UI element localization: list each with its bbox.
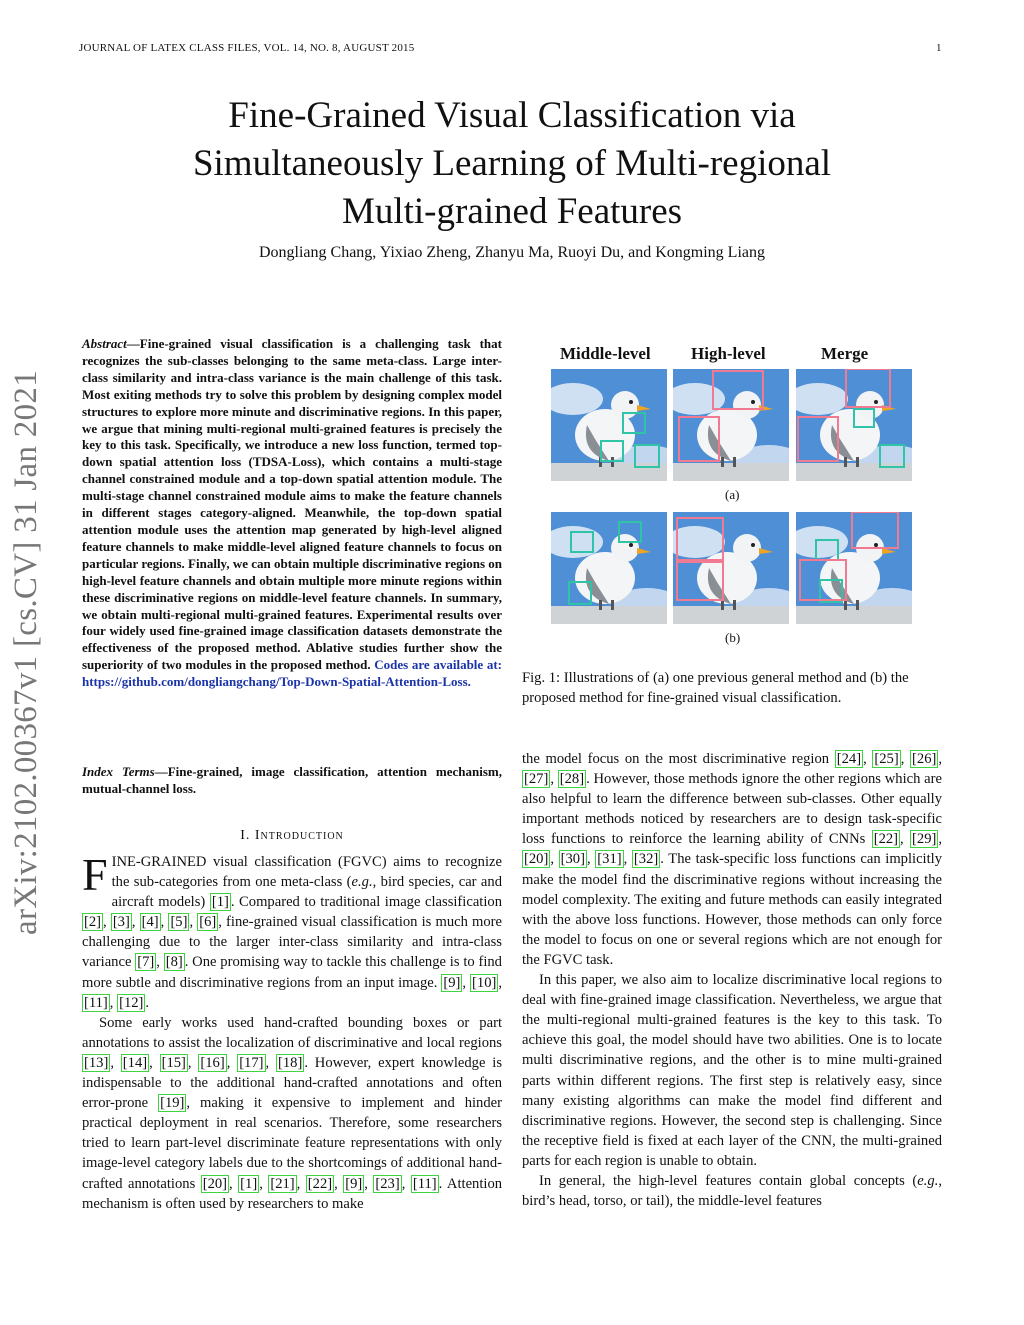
paper-title [0, 92, 1024, 236]
abstract-text: —Fine-grained visual classification is a challenging task that recognizes the sub-classes belonging to the same meta-class. Large inter-class similarity and intra-class variance is the main challenge of this task. Most exiting methods try to solve this problem by designing complex model structures to explore more minute and discriminative regions. In this paper, we argue that mining multi-regional multi-grained features is precisely the key to this task. Specifically, we introduce a new loss function, termed top-down spatial attention loss (TDSA-Loss), which contains a multi-stage channel constrained module and a top-down spatial attention module. The multi-stage channel constrained module aims to make the feature channels in different stages category-aligned. Meanwhile, the top-down spatial attention module uses the attention map generated by high-level aligned feature channels to make middle-level aligned feature channels to focus on particular regions. Finally, we can obtain multiple discriminative regions on high-level feature channels and obtain multiple more minute regions within these discriminative regions on middle-level feature channels. In summary, we obtain multi-regional multi-grained features. Experimental results over four widely used fine-grained image classification datasets demonstrate the effectiveness of the proposed method. Ablative studies further show the superiority of two modules in the proposed method. [82, 336, 502, 673]
bird-thumbnail [673, 512, 789, 624]
title-line: Fine-Grained Visual Classification via [228, 95, 796, 136]
author-list: Dongliang Chang, Yixiao Zheng, Zhanyu Ma, Ruoyi Du, and Kongming Liang [258, 244, 765, 261]
fig-label-high: High-level [691, 344, 766, 363]
index-terms [82, 763, 502, 797]
bird-image [551, 369, 667, 481]
bird-thumbnail [673, 369, 789, 481]
intro-right-column [522, 749, 942, 1211]
bird-image [673, 369, 789, 481]
bird-image [551, 512, 667, 624]
bird-thumbnail [551, 369, 667, 481]
page-number: 1 [936, 42, 942, 54]
fig-sub-b: (b) [725, 630, 741, 645]
abstract-lead: Abstract [82, 336, 127, 351]
right-paragraph-3: In general, the high-level features contain global concepts (e.g., bird’s head, torso, or tail), the middle-level features [522, 1172, 942, 1210]
index-terms-text: —Fine-grained, image classification, attention mechanism, mutual-channel loss. [82, 764, 503, 796]
bird-image [673, 512, 789, 624]
right-paragraph-2: In this paper, we also aim to localize discriminative local regions to deal with fine-grained image classification. Nevertheless, we argue that the multi-regional multi-grained features is the key to this task. To achieve this goal, the model should have two abilities. One is to locate multi discriminative regions, and the other is to mine multi-grained parts within different regions. The first step is relatively easy, since many existing algorithms can make the model find different and discriminative regions. However, the second step is challenging. Since the receptive field is fixed at each layer of the CNN, the multi-grained parts for each region is unable to obtain. [522, 972, 942, 1169]
intro-paragraph-2: Some early works used hand-crafted bounding boxes or part annotations to assist the localization of discriminative and local regions [13] , [14] , [15] , [16] , [17] , [18] . However, expert knowledge is indispensable to the additional hand-crafted annotations and often error-prone [19] , making it expensive to implement and hinder practical deployment in real scenarios. Therefore, some researchers tried to learn part-level discriminate feature representations with only image-level category labels due to the shortcomings of additional hand-crafted annotations [20] , [1] , [21] , [22] , [9] , [23] , [11] . Attention mechanism is often used by researchers to make [82, 1014, 503, 1212]
abstract [82, 336, 502, 691]
section-number: I. [240, 828, 255, 843]
bird-thumbnail [796, 512, 912, 624]
section-title: Introduction [254, 828, 344, 843]
fig-label-middle: Middle-level [560, 344, 651, 363]
intro-p1-text: INE-GRAINED visual classification (FGVC) aims to recognize the sub-categories from one meta-class (e.g., bird species, car and aircraft models) [1] . Compared to traditional image classification [2] , [3] , [4] , [5] , [6] , fine-grained visual classification is much more challenging due to the larger inter-class similarity and intra-class variance [7] , [8] . One promising way to tackle this challenge is to find more subtle and discriminative regions from an input image. [9] , [10] , [11] , [12] . [82, 854, 503, 1011]
intro-paragraph-1 [82, 849, 503, 1013]
right-paragraph-1: the model focus on the most discriminative region [24] , [25] , [26] , [27] , [28] . However, those methods ignore the other regions which are also helpful to learn the difference between sub-classes. Other equally important methods noticed by researchers are to design task-specific loss functions to reinforce the learning ability of CNNs [22] , [29] , [20] , [30] , [31] , [32] . The task-specific loss functions can implicitly make the model find the discriminative regions without increasing the model complexity. The exiting and future methods can easily integrated with the above loss functions. However, those methods can only force the model to focus on one or several regions which are not enough for the FGVC task. [522, 751, 943, 968]
figure-1 [522, 336, 942, 666]
section-heading [82, 828, 502, 844]
journal-header: JOURNAL OF LATEX CLASS FILES, VOL. 14, NO. 8, AUGUST 2015 [79, 42, 415, 54]
title-line: Simultaneously Learning of Multi-regional [192, 143, 832, 184]
intro-left-column [82, 849, 503, 1214]
fig-label-merge: Merge [821, 344, 869, 363]
title-line: Multi-grained Features [341, 191, 683, 232]
fig-sub-a: (a) [725, 487, 740, 502]
index-terms-lead: Index Terms [82, 764, 155, 779]
bird-image [796, 512, 912, 624]
figure-caption: Fig. 1: Illustrations of (a) one previous general method and (b) the proposed method for fine-grained visual classification. [522, 670, 909, 706]
arxiv-stamp: arXiv:2102.00367v1 [cs.CV] 31 Jan 2021 [8, 369, 44, 935]
code-link[interactable]: Codes are available at: https://github.com/dongliangchang/Top-Down-Spatial-Attention-Loss. [82, 657, 502, 690]
bird-image [796, 369, 912, 481]
bird-thumbnail [551, 512, 667, 624]
dropcap: F [82, 849, 108, 900]
bird-thumbnail [796, 369, 912, 481]
